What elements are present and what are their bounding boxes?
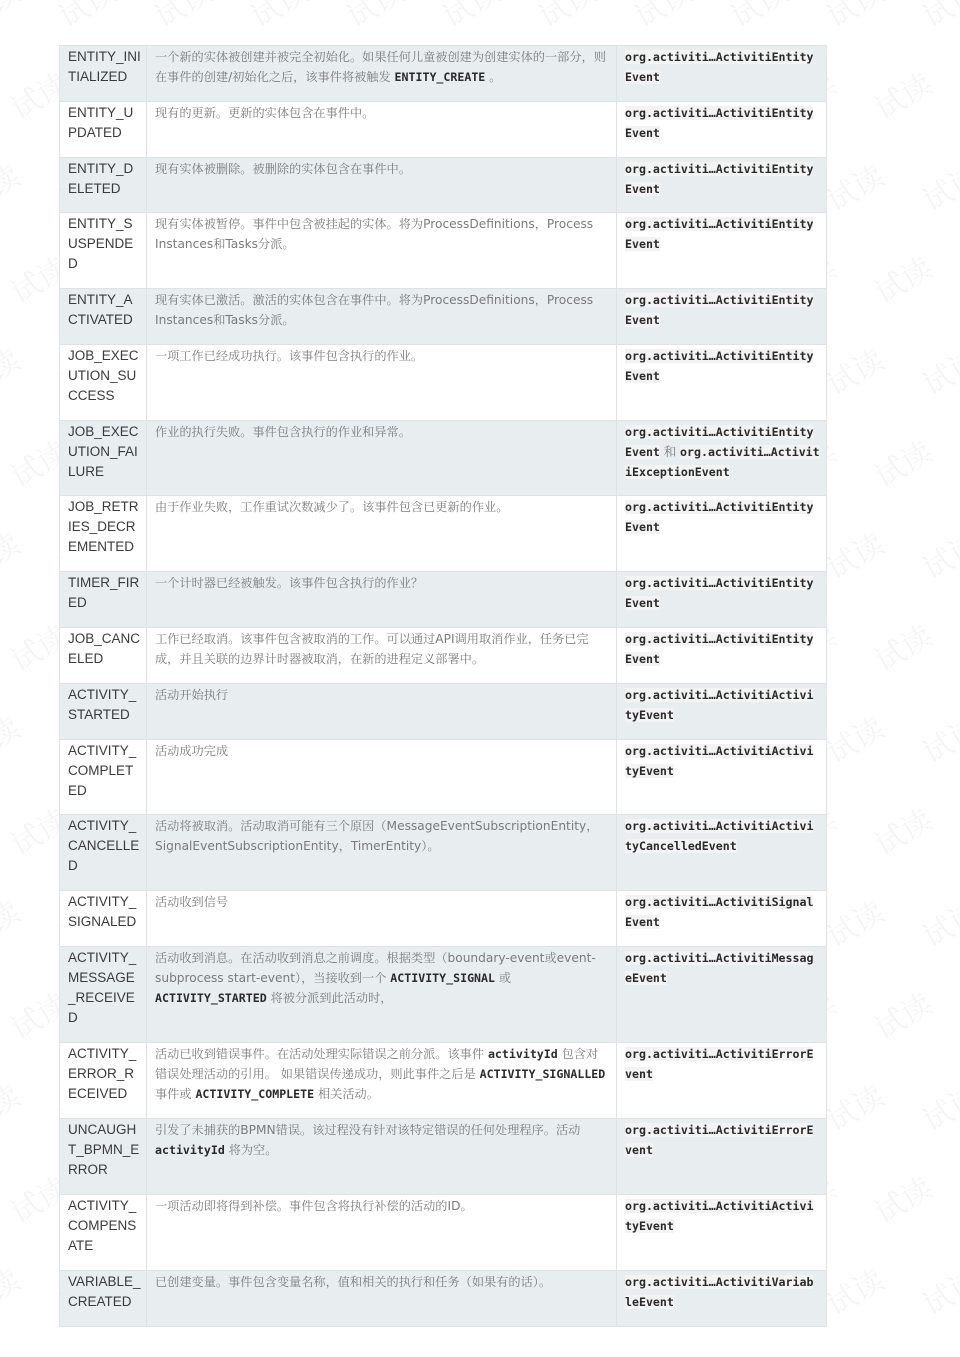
event-description	[147, 815, 616, 860]
description-text: 活动收到信号	[155, 895, 229, 909]
event-name: ACTIVITY_COMPENSATE	[68, 1198, 137, 1253]
event-class-name: org.activiti…ActivitiExceptionEvent	[625, 445, 820, 479]
event-description-cell	[147, 158, 617, 213]
event-name: ACTIVITY_COMPLETED	[68, 743, 137, 798]
watermark-text	[817, 152, 891, 220]
event-class-name: org.activiti…ActivitiEntityEvent	[625, 576, 814, 610]
description-text: 现有实体被暂停。事件中包含被挂起的实体。将为ProcessDefinitions，Process Instances和Tasks分派。	[155, 217, 594, 251]
description-text: 包含对错误处理活动的引用。 如果错误传递成功，则此事件之后是	[155, 1047, 599, 1081]
event-type-cell	[617, 891, 827, 947]
event-table-body	[60, 46, 827, 1327]
event-description-cell	[147, 102, 617, 158]
table-row	[60, 158, 827, 213]
event-type-cell	[617, 572, 827, 628]
description-text: 现有实体被删除。被删除的实体包含在事件中。	[155, 162, 411, 176]
table-row	[60, 572, 827, 628]
event-description	[147, 1119, 616, 1164]
inline-code: ACTIVITY_COMPLETE	[195, 1087, 315, 1101]
event-name-cell	[60, 1119, 147, 1195]
watermark-text	[865, 796, 939, 864]
event-type-cell	[617, 684, 827, 740]
event-type-cell	[617, 947, 827, 1043]
table-row	[60, 345, 827, 421]
table-row	[60, 421, 827, 496]
watermark-text	[769, 1348, 843, 1357]
event-type	[617, 1271, 826, 1316]
event-name: ENTITY_UPDATED	[68, 105, 134, 140]
event-type	[617, 46, 826, 91]
event-name: JOB_RETRIES_DECREMENTED	[68, 499, 139, 554]
inline-code: ACTIVITY_SIGNALLED	[479, 1067, 606, 1081]
inline-code: activityId	[487, 1047, 558, 1061]
event-class-name: org.activiti…ActivitiErrorEvent	[625, 1123, 814, 1157]
event-name-cell	[60, 684, 147, 740]
event-type	[617, 345, 826, 390]
event-description-cell	[147, 815, 617, 891]
watermark-text	[97, 1348, 171, 1357]
event-type	[617, 421, 826, 486]
table-row	[60, 289, 827, 345]
event-type	[617, 740, 826, 785]
event-description-cell	[147, 1119, 617, 1195]
event-description-cell	[147, 740, 617, 815]
watermark-text	[865, 1348, 939, 1357]
event-class-name: org.activiti…ActivitiActivityCancelledEvent	[625, 819, 814, 853]
event-name: JOB_CANCELED	[68, 631, 141, 666]
event-type-cell	[617, 158, 827, 213]
event-name-cell	[60, 891, 147, 947]
watermark-text	[673, 1348, 747, 1357]
watermark-text	[817, 0, 891, 36]
event-class-name: org.activiti…ActivitiEntityEvent	[625, 632, 814, 666]
event-type-cell	[617, 496, 827, 572]
watermark-text	[913, 1072, 960, 1140]
watermark-text	[481, 1348, 555, 1357]
description-text: 现有实体已激活。激活的实体包含在事件中。将为ProcessDefinitions，Process Instances和Tasks分派。	[155, 293, 594, 327]
event-description	[147, 628, 616, 673]
event-description	[147, 1271, 616, 1296]
event-description-cell	[147, 572, 617, 628]
watermark-text	[289, 1348, 363, 1357]
event-description-cell	[147, 1043, 617, 1119]
watermark-text	[721, 0, 795, 36]
event-description	[147, 102, 616, 127]
event-class-name: org.activiti…ActivitiEntityEvent	[625, 162, 814, 196]
description-text: 作业的执行失败。事件包含执行的作业和异常。	[155, 425, 411, 439]
description-text: 将被分派到此活动时，	[266, 991, 393, 1005]
event-class-name: org.activiti…ActivitiActivityEvent	[625, 688, 814, 722]
watermark-text	[577, 1348, 651, 1357]
event-description-cell	[147, 421, 617, 496]
event-type	[617, 1119, 826, 1164]
description-text: 现有的更新。更新的实体包含在事件中。	[155, 106, 375, 120]
event-description	[147, 684, 616, 709]
event-description-cell	[147, 1271, 617, 1327]
description-text: 一项活动即将得到补偿。事件包含将执行补偿的活动的ID。	[155, 1199, 473, 1213]
watermark-text	[865, 980, 939, 1048]
event-name-cell	[60, 815, 147, 891]
table-row	[60, 891, 827, 947]
watermark-text	[0, 336, 27, 404]
description-text: 引发了未捕获的BPMN错误。该过程没有针对该特定错误的任何处理程序。活动	[155, 1123, 581, 1137]
event-description-cell	[147, 947, 617, 1043]
event-description	[147, 740, 616, 765]
watermark-text	[817, 704, 891, 772]
event-name: ENTITY_ACTIVATED	[68, 292, 133, 327]
event-type-cell	[617, 1119, 827, 1195]
event-class-name: org.activiti…ActivitiEntityEvent	[625, 500, 814, 534]
description-text: 将为空。	[224, 1143, 278, 1157]
inline-code: activityId	[155, 1143, 225, 1157]
table-row	[60, 947, 827, 1043]
event-description	[147, 213, 616, 258]
watermark-text	[817, 520, 891, 588]
watermark-text	[913, 520, 960, 588]
event-type-cell	[617, 421, 827, 496]
event-type	[617, 891, 826, 936]
event-class-name: org.activiti…ActivitiActivityEvent	[625, 744, 814, 778]
watermark-text	[0, 704, 27, 772]
event-type	[617, 496, 826, 541]
event-description	[147, 345, 616, 370]
watermark-text	[529, 0, 603, 36]
event-type-cell	[617, 345, 827, 421]
description-text: 活动成功完成	[155, 744, 229, 758]
event-name-cell	[60, 158, 147, 213]
event-description-cell	[147, 684, 617, 740]
description-text: 活动已收到错误事件。在活动处理实际错误之前分派。该事件	[155, 1047, 488, 1061]
table-row	[60, 496, 827, 572]
event-class-name: org.activiti…ActivitiEntityEvent	[625, 425, 814, 459]
watermark-text	[865, 428, 939, 496]
description-text: 一项工作已经成功执行。该事件包含执行的作业。	[155, 349, 424, 363]
inline-code: ENTITY_CREATE	[394, 70, 486, 84]
event-name: JOB_EXECUTION_FAILURE	[68, 424, 139, 479]
watermark-text	[0, 1256, 27, 1324]
description-text: 工作已经取消。该事件包含被取消的工作。可以通过API调用取消作业，任务已完成，并且关联的边界计时器被取消，在新的进程定义部署中。	[155, 632, 589, 666]
event-description	[147, 891, 616, 916]
event-name-cell	[60, 1043, 147, 1119]
event-name: ACTIVITY_ERROR_RECEIVED	[68, 1046, 137, 1101]
event-class-name: org.activiti…ActivitiEntityEvent	[625, 106, 814, 140]
description-text: 一个计时器已经被触发。该事件包含执行的作业？	[155, 576, 424, 590]
watermark-text	[913, 336, 960, 404]
event-class-name: org.activiti…ActivitiEntityEvent	[625, 50, 814, 84]
event-class-name: org.activiti…ActivitiEntityEvent	[625, 349, 814, 383]
event-type	[617, 102, 826, 147]
event-name: ENTITY_SUSPENDED	[68, 216, 134, 271]
watermark-text	[0, 0, 27, 36]
event-type	[617, 684, 826, 729]
watermark-text	[865, 244, 939, 312]
table-row	[60, 1043, 827, 1119]
description-text: 由于作业失败，工作重试次数减少了。该事件包含已更新的作业。	[155, 500, 509, 514]
event-description-cell	[147, 891, 617, 947]
event-class-name: org.activiti…ActivitiMessageEvent	[625, 951, 814, 985]
event-description-cell	[147, 345, 617, 421]
event-type-cell	[617, 102, 827, 158]
watermark-text	[817, 888, 891, 956]
event-class-name: org.activiti…ActivitiErrorEvent	[625, 1047, 814, 1081]
event-name-cell	[60, 421, 147, 496]
event-name-cell	[60, 1195, 147, 1271]
description-text: 活动收到消息。在活动收到消息之前调度。根据类型（boundary-event或event-subprocess start-event），当接收到一个	[155, 951, 596, 985]
watermark-text	[145, 0, 219, 36]
event-class-name: org.activiti…ActivitiSignalEvent	[625, 895, 814, 929]
event-description-cell	[147, 213, 617, 289]
event-type	[617, 947, 826, 992]
event-name: ENTITY_DELETED	[68, 161, 134, 196]
event-name: TIMER_FIRED	[68, 575, 140, 610]
table-row	[60, 684, 827, 740]
event-name-cell	[60, 213, 147, 289]
event-description	[147, 289, 616, 334]
watermark-text	[913, 704, 960, 772]
description-text: 。	[485, 70, 502, 84]
watermark-text	[913, 1256, 960, 1324]
inline-code: ACTIVITY_SIGNAL	[390, 971, 495, 985]
event-description	[147, 947, 616, 1012]
watermark-text	[241, 0, 315, 36]
event-description-cell	[147, 628, 617, 684]
watermark-text	[385, 1348, 459, 1357]
event-description	[147, 421, 616, 446]
watermark-text	[817, 1256, 891, 1324]
event-type-table	[59, 45, 827, 1327]
event-type	[617, 1043, 826, 1088]
table-row	[60, 213, 827, 289]
watermark-text	[817, 336, 891, 404]
event-type-cell	[617, 213, 827, 289]
watermark-text	[193, 1348, 267, 1357]
event-name-cell	[60, 46, 147, 102]
event-name: ACTIVITY_SIGNALED	[68, 894, 137, 929]
event-type	[617, 289, 826, 334]
watermark-text	[865, 60, 939, 128]
event-description	[147, 158, 616, 183]
watermark-text	[0, 152, 27, 220]
event-name-cell	[60, 947, 147, 1043]
event-description	[147, 496, 616, 521]
description-text: 相关活动。	[314, 1087, 379, 1101]
event-description-cell	[147, 496, 617, 572]
event-description	[147, 572, 616, 597]
event-class-name: org.activiti…ActivitiEntityEvent	[625, 293, 814, 327]
table-row	[60, 46, 827, 102]
watermark-text	[337, 0, 411, 36]
event-type	[617, 1195, 826, 1240]
watermark-text	[817, 1072, 891, 1140]
event-class-name: org.activiti…ActivitiActivityEvent	[625, 1199, 814, 1233]
event-name: VARIABLE_CREATED	[68, 1274, 141, 1309]
event-description	[147, 1195, 616, 1220]
watermark-text	[865, 612, 939, 680]
event-type-cell	[617, 46, 827, 102]
event-description-cell	[147, 289, 617, 345]
event-name-cell	[60, 289, 147, 345]
inline-code: ACTIVITY_STARTED	[155, 991, 267, 1005]
table-row	[60, 1271, 827, 1327]
event-class-name: org.activiti…ActivitiVariableEvent	[625, 1275, 814, 1309]
watermark-text	[913, 888, 960, 956]
watermark-text	[0, 520, 27, 588]
description-text: 活动将被取消。活动取消可能有三个原因（MessageEventSubscriptionEntity，SignalEventSubscriptionEntity，TimerEntity）。	[155, 819, 599, 853]
description-text: 活动开始执行	[155, 688, 229, 702]
event-type-cell	[617, 740, 827, 815]
event-description-cell	[147, 1195, 617, 1271]
event-type	[617, 213, 826, 258]
description-text: 或	[495, 971, 512, 985]
watermark-text	[865, 1164, 939, 1232]
event-name-cell	[60, 345, 147, 421]
event-type	[617, 815, 826, 860]
event-description-cell	[147, 46, 617, 102]
event-type-cell	[617, 1043, 827, 1119]
event-type	[617, 628, 826, 673]
event-class-name: org.activiti…ActivitiEntityEvent	[625, 217, 814, 251]
event-name-cell	[60, 628, 147, 684]
watermark-text	[913, 0, 960, 36]
watermark-text	[913, 152, 960, 220]
watermark-text	[625, 0, 699, 36]
table-row	[60, 628, 827, 684]
watermark-text	[49, 0, 123, 36]
event-name-cell	[60, 102, 147, 158]
table-row	[60, 740, 827, 815]
description-text: 事件或	[155, 1087, 196, 1101]
watermark-text	[433, 0, 507, 36]
table-row	[60, 102, 827, 158]
event-type-cell	[617, 289, 827, 345]
event-name: ACTIVITY_CANCELLED	[68, 818, 140, 873]
description-text: 已创建变量。事件包含变量名称，值和相关的执行和任务（如果有的话）。	[155, 1275, 552, 1289]
table-row	[60, 1195, 827, 1271]
description-text: 一个新的实体被创建并被完全初始化。如果任何儿童被创建为创建实体的一部分，则在事件的创建/初始化之后，该事件将被触发	[155, 50, 606, 84]
event-type-cell	[617, 815, 827, 891]
event-name-cell	[60, 572, 147, 628]
table-row	[60, 815, 827, 891]
watermark-text	[1, 1348, 75, 1357]
event-name: ACTIVITY_MESSAGE_RECEIVED	[68, 950, 137, 1025]
event-name: JOB_EXECUTION_SUCCESS	[68, 348, 139, 403]
event-type-cell	[617, 1195, 827, 1271]
event-type-cell	[617, 1271, 827, 1327]
event-name: ACTIVITY_STARTED	[68, 687, 137, 722]
event-name-cell	[60, 496, 147, 572]
event-name: UNCAUGHT_BPMN_ERROR	[68, 1122, 140, 1177]
type-separator: 和	[659, 445, 681, 459]
event-name-cell	[60, 740, 147, 815]
event-type-cell	[617, 628, 827, 684]
event-name-cell	[60, 1271, 147, 1327]
event-name: ENTITY_INITIALIZED	[68, 49, 141, 84]
table-row	[60, 1119, 827, 1195]
watermark-text	[0, 1072, 27, 1140]
event-description	[147, 46, 616, 91]
event-description	[147, 1043, 616, 1108]
watermark-text	[0, 888, 27, 956]
event-type	[617, 572, 826, 617]
event-type	[617, 158, 826, 203]
